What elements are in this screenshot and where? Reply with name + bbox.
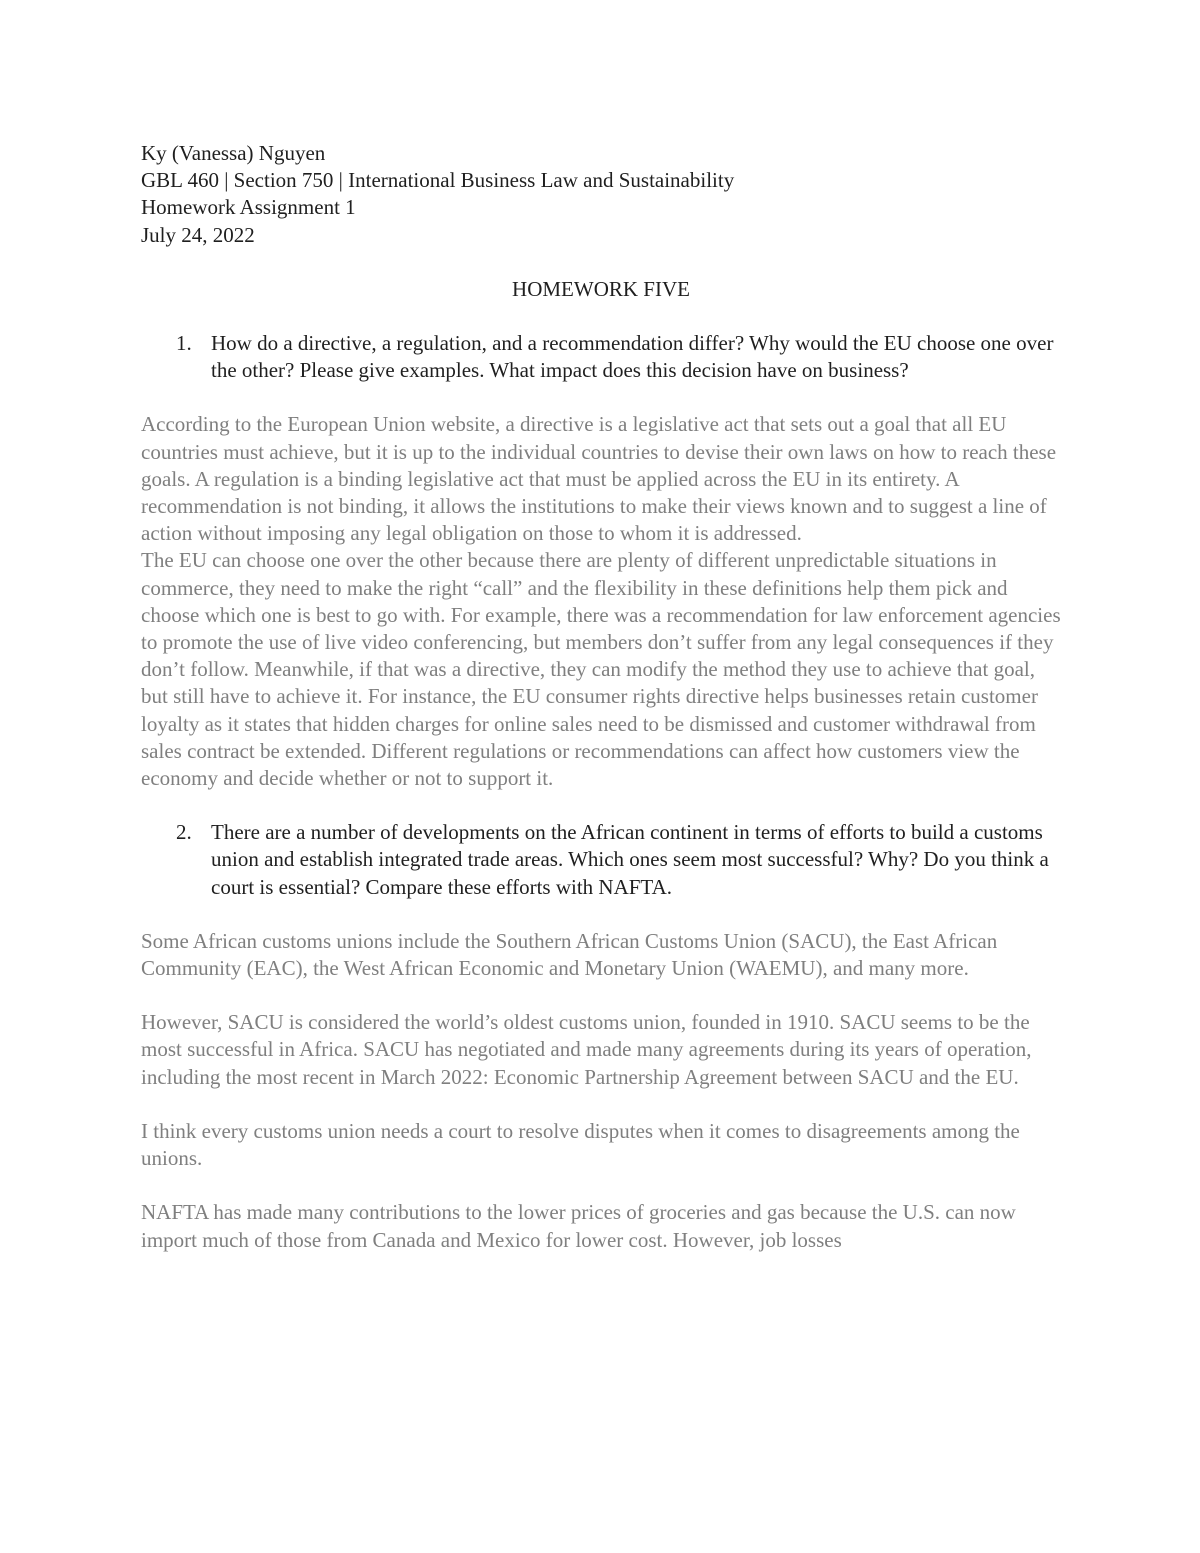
question-1 <box>141 330 1061 384</box>
question-number: 1. <box>176 331 192 356</box>
answer-paragraph: Some African customs unions include the Southern African Customs Union (SACU), the East African Community (EAC), the West African Economic and Monetary Union (WAEMU), and many more. <box>141 928 998 981</box>
document-title: HOMEWORK FIVE <box>512 276 690 301</box>
question-number: 2. <box>176 820 192 845</box>
author-name: Ky (Vanessa) Nguyen <box>141 141 326 165</box>
course-info: GBL 460 | Section 750 | International Business Law and Sustainability <box>141 168 735 193</box>
answer-paragraph: However, SACU is considered the world’s oldest customs union, founded in 1910. SACU seems to be the most successful in Africa. SACU has negotiated and made many agreements during its years of operation, including the most recent in March 2022: Economic Partnership Agreement between SACU and the EU. <box>141 1010 1032 1089</box>
answer-paragraph: The EU can choose one over the other because there are plenty of different unpredictable situations in commerce, they need to make the right “call” and the flexibility in these definitions help them pick and choose which one is best to go with. For example, there was a recommendation for law enforcement agencies to promote the use of live video conferencing, but members don’t suffer from any legal consequences if they don’t follow. Meanwhile, if that was a directive, they can modify the method they use to achieve that goal, but still have to achieve it. For instance, the EU consumer rights directive helps businesses retain customer loyalty as it states that hidden charges for online sales need to be dismissed and customer withdrawal from sales contract be extended. Different regulations or recommendations can affect how customers view the economy and decide whether or not to support it. <box>141 548 1061 791</box>
question-text: There are a number of developments on the African continent in terms of efforts to build a customs union and establish integrated trade areas. Which ones seem most successful? Why? Do you think a court is essential? Compare these efforts with NAFTA. <box>211 820 1049 899</box>
question-text: How do a directive, a regulation, and a recommendation differ? Why would the EU choose one over the other? Please give examples. What impact does this decision have on business? <box>211 331 1054 383</box>
answer-paragraph: NAFTA has made many contributions to the lower prices of groceries and gas because the U.S. can now import much of those from Canada and Mexico for lower cost. However, job losses <box>141 1200 1016 1252</box>
answer-paragraph: According to the European Union website, a directive is a legislative act that sets out a goal that all EU countries must achieve, but it is up to the individual countries to devise their own laws on how to reach these goals. A regulation is a binding legislative act that must be applied across the EU in its entirety. A recommendation is not binding, it allows the institutions to make their views known and to suggest a line of action without imposing any legal obligation on those to whom it is addressed. <box>141 412 1057 546</box>
question-2 <box>141 819 1061 901</box>
answer-paragraph: I think every customs union needs a court to resolve disputes when it comes to disagreements among the unions. <box>141 1118 1020 1171</box>
assignment-label: Homework Assignment 1 <box>141 195 356 220</box>
document-date: July 24, 2022 <box>141 222 255 247</box>
document-page <box>141 140 1061 1254</box>
